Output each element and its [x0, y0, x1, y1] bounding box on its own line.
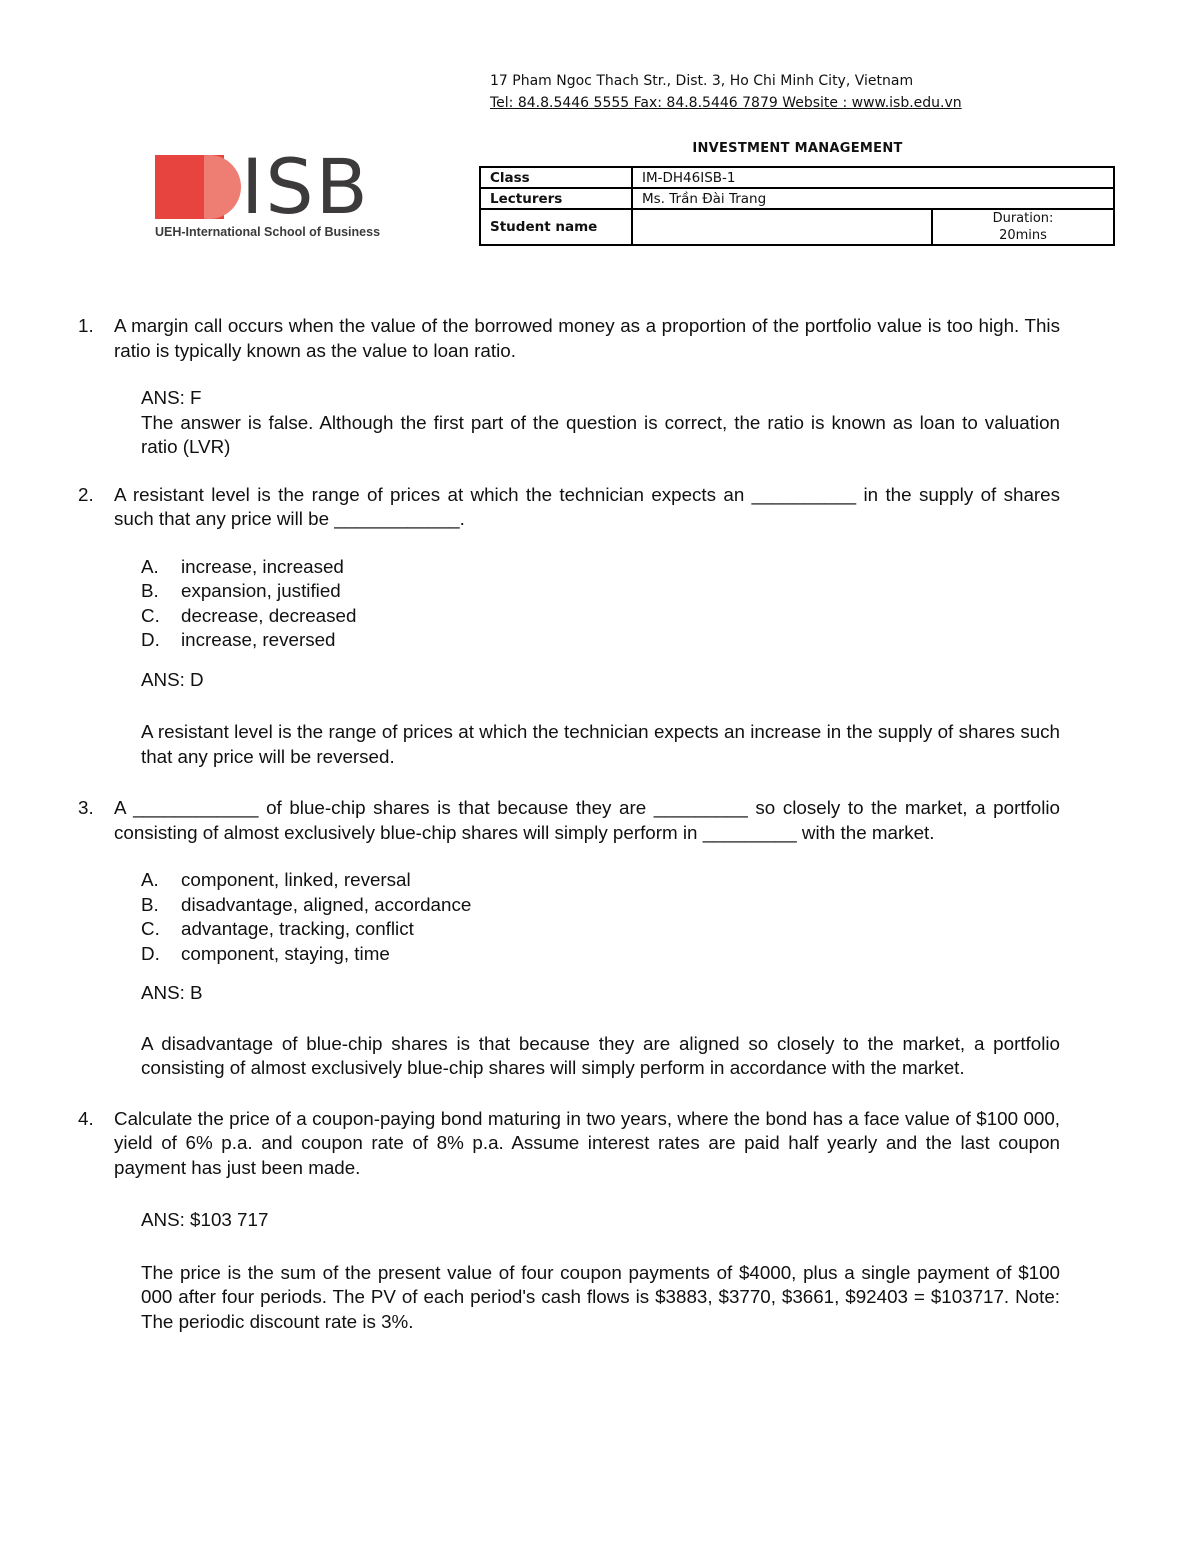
- address-line: 17 Pham Ngoc Thach Str., Dist. 3, Ho Chi Minh City, Vietnam: [490, 73, 914, 89]
- option-a: [141, 555, 1060, 580]
- school-address: [490, 70, 962, 114]
- lecturers-value: Ms. Trần Đài Trang: [632, 188, 1114, 209]
- question-text: A margin call occurs when the value of the borrowed money as a proportion of the portfolio value is too high. This ratio is typically known as the value to loan ratio.: [114, 315, 1060, 361]
- option-text: component, staying, time: [181, 942, 390, 964]
- question-text: Calculate the price of a coupon-paying bond maturing in two years, where the bond has a face value of $100 000, yield of 6% p.a. and coupon rate of 8% p.a. Assume interest rates are paid half yearly and the last coupon payment has just been made.: [114, 1107, 1060, 1178]
- option-list: [114, 868, 1060, 966]
- question-4: [78, 1107, 1060, 1335]
- logo-letters: ISB: [241, 142, 370, 231]
- isb-logo: [155, 142, 387, 245]
- duration-cell: [932, 209, 1114, 245]
- logo-tagline: UEH-International School of Business: [155, 225, 381, 239]
- lecturers-row: [480, 188, 1114, 209]
- answer-explanation: The answer is false. Although the first part of the question is correct, the ratio is known as loan to valuation ratio (LVR): [141, 411, 1060, 457]
- class-label: Class: [480, 167, 632, 188]
- exam-info-table: [479, 166, 1115, 246]
- question-3: [78, 796, 1060, 1081]
- answer-key: ANS: B: [141, 982, 203, 1003]
- class-row: [480, 167, 1114, 188]
- option-d: [141, 628, 1060, 653]
- answer-explanation: A resistant level is the range of prices at which the technician expects an increase in the supply of shares such that any price will be reversed.: [141, 721, 1060, 767]
- student-name-label: Student name: [480, 209, 632, 245]
- option-b: [141, 893, 1060, 918]
- answer-key: ANS: D: [141, 668, 204, 690]
- option-c: [141, 917, 1060, 942]
- question-list: [78, 314, 1060, 1334]
- question-text: A resistant level is the range of prices at which the technician expects an __________ in the supply of shares such that any price will be ____________.: [114, 483, 1060, 529]
- duration-value: 20mins: [999, 228, 1047, 243]
- option-text: decrease, decreased: [181, 604, 357, 626]
- answer-key: ANS: F: [141, 387, 202, 408]
- option-letter: C.: [141, 918, 160, 939]
- option-letter: D.: [141, 942, 160, 964]
- option-text: advantage, tracking, conflict: [181, 918, 414, 939]
- duration-label: Duration:: [992, 211, 1054, 226]
- option-letter: A.: [141, 555, 159, 577]
- option-c: [141, 604, 1060, 629]
- option-text: expansion, justified: [181, 580, 341, 601]
- question-number: 4.: [78, 1107, 94, 1129]
- option-text: component, linked, reversal: [181, 869, 411, 890]
- option-text: disadvantage, aligned, accordance: [181, 893, 472, 915]
- option-letter: B.: [141, 580, 159, 601]
- option-text: increase, reversed: [181, 629, 336, 650]
- answer-key: ANS: $103 717: [141, 1209, 269, 1230]
- option-letter: B.: [141, 893, 159, 915]
- option-letter: D.: [141, 629, 160, 650]
- option-text: increase, increased: [181, 555, 344, 577]
- question-number: 2.: [78, 483, 94, 505]
- option-b: [141, 579, 1060, 604]
- answer-explanation: The price is the sum of the present value of four coupon payments of $4000, plus a single payment of $100 000 after four periods. The PV of each period's cash flows is $3883, $3770, $3661, $92403 = $103717. Note: The periodic discount rate is 3%.: [141, 1261, 1060, 1332]
- contact-line[interactable]: Tel: 84.8.5446 5555 Fax: 84.8.5446 7879 Website : www.isb.edu.vn: [490, 95, 962, 111]
- question-2: [78, 483, 1060, 770]
- option-letter: A.: [141, 869, 159, 890]
- question-number: 3.: [78, 797, 94, 818]
- option-list: [114, 555, 1060, 653]
- course-title: INVESTMENT MANAGEMENT: [692, 141, 903, 156]
- class-value: IM-DH46ISB-1: [632, 167, 1114, 188]
- question-number: 1.: [78, 315, 94, 336]
- question-1: [78, 314, 1060, 460]
- option-a: [141, 868, 1060, 893]
- student-name-field[interactable]: [632, 209, 932, 245]
- option-letter: C.: [141, 604, 160, 626]
- option-d: [141, 942, 1060, 967]
- answer-explanation: A disadvantage of blue-chip shares is that because they are aligned so closely to the market, a portfolio consisting of almost exclusively blue-chip shares will simply perform in accordance with the market.: [141, 1032, 1060, 1078]
- student-row: [480, 209, 1114, 245]
- question-text: A ____________ of blue-chip shares is that because they are _________ so closely to the market, a portfolio consisting of almost exclusively blue-chip shares will simply perform in _________ with the market.: [114, 797, 1060, 843]
- lecturers-label: Lecturers: [480, 188, 632, 209]
